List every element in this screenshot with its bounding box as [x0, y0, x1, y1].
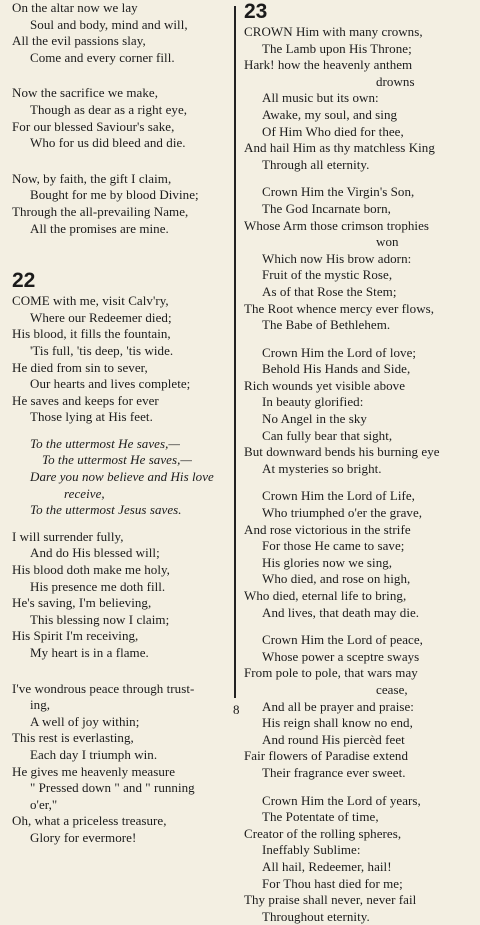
- verse-line: For our blessed Saviour's sake,: [12, 118, 175, 134]
- stanza: [244, 793, 474, 925]
- verse-line: Fair flowers of Paradise extend: [244, 748, 408, 764]
- verse-line: All the promises are mine.: [30, 220, 169, 236]
- stanza: [244, 345, 474, 478]
- verse-line: The God Incarnate born,: [262, 200, 391, 216]
- hymn-21-continuation: [12, 0, 234, 237]
- verse-line: All music but its own:: [262, 90, 379, 106]
- verse-line: His Spirit I'm receiving,: [12, 628, 139, 644]
- verse-line: ing,: [30, 697, 51, 713]
- verse-line: cease,: [376, 681, 408, 697]
- verse-line: He died from sin to sever,: [12, 359, 148, 375]
- verse-line: Ineffably Sublime:: [262, 842, 361, 858]
- page-number: 8: [233, 702, 240, 717]
- right-column: [244, 0, 474, 925]
- verse-line: Our hearts and lives complete;: [30, 376, 191, 392]
- verse-line: 'Tis full, 'tis deep, 'tis wide.: [30, 342, 174, 358]
- verse-line: The Babe of Bethlehem.: [262, 317, 391, 333]
- verse-line: Awake, my soul, and sing: [262, 106, 398, 122]
- verse-line: COME with me, visit Calv'ry,: [12, 293, 169, 309]
- verse-line: Whose Arm those crimson trophies: [244, 217, 430, 233]
- verse-line: Thy praise shall never, never fail: [244, 892, 417, 908]
- hymn-22-chorus: [12, 436, 234, 519]
- verse-line: And hail Him as thy matchless King: [244, 140, 435, 156]
- verse-line: Throughout eternity.: [262, 908, 370, 924]
- verse-line: Crown Him the Lord of peace,: [262, 632, 423, 648]
- verse-line: The Root whence mercy ever flows,: [244, 300, 435, 316]
- verse-line: To the uttermost He saves,—: [30, 435, 181, 451]
- verse-line: At mysteries so bright.: [262, 460, 382, 476]
- verse-line: From pole to pole, that wars may: [244, 665, 418, 681]
- verse-line: I've wondrous peace through trust-: [12, 680, 195, 696]
- stanza: [244, 488, 474, 621]
- verse-line: Each day I triumph win.: [30, 746, 158, 762]
- verse-line: " Pressed down " and " running: [30, 780, 195, 796]
- verse-line: To the uttermost Jesus saves.: [30, 502, 182, 518]
- verse-line: I will surrender fully,: [12, 528, 124, 544]
- left-column: [12, 0, 234, 847]
- hymn-22-verse-1: [12, 293, 234, 426]
- stanza: [12, 681, 234, 847]
- verse-line: CROWN Him with many crowns,: [244, 24, 423, 39]
- verse-line: Crown Him the Lord of love;: [262, 344, 417, 360]
- verse-line: Crown Him the Lord of Life,: [262, 488, 415, 504]
- verse-line: Rich wounds yet visible above: [244, 377, 406, 393]
- verse-line: Crown Him the Lord of years,: [262, 792, 421, 808]
- verse-line: And lives, that death may die.: [262, 604, 420, 620]
- verse-line: His presence me doth fill.: [30, 578, 166, 594]
- verse-line: o'er,": [30, 796, 58, 812]
- verse-line: On the altar now we lay: [12, 0, 138, 15]
- verse-line: He's saving, I'm believing,: [12, 595, 152, 611]
- verse-line: All the evil passions slay,: [12, 33, 146, 49]
- stanza: [244, 184, 474, 333]
- verse-line: My heart is in a flame.: [30, 645, 149, 660]
- verse-line: Creator of the rolling spheres,: [244, 825, 402, 841]
- verse-line: Through the all-prevailing Name,: [12, 203, 189, 219]
- verse-line: His glories now we sing,: [262, 554, 393, 570]
- hymn-23-verses: [244, 24, 474, 925]
- column-divider: [234, 6, 236, 698]
- stanza: [12, 529, 234, 662]
- verse-line: Behold His Hands and Side,: [262, 361, 411, 377]
- stanza: [12, 293, 234, 426]
- verse-line: Though as dear as a right eye,: [30, 101, 188, 117]
- verse-line: Of Him Who died for thee,: [262, 123, 404, 139]
- verse-line: For Thou hast died for me;: [262, 875, 403, 891]
- verse-line: And all be prayer and praise:: [262, 698, 414, 714]
- verse-line: This blessing now I claim;: [30, 611, 170, 627]
- verse-line: Through all eternity.: [262, 156, 370, 172]
- verse-line: Dare you now believe and His love: [30, 469, 214, 485]
- verse-line: Fruit of the mystic Rose,: [262, 267, 393, 283]
- verse-line: Which now His brow adorn:: [262, 250, 412, 266]
- verse-line: To the uttermost He saves,—: [42, 452, 193, 468]
- verse-line: drowns: [376, 73, 415, 89]
- verse-line: Who for us did bleed and die.: [30, 135, 186, 151]
- verse-line: receive,: [64, 485, 105, 501]
- verse-line: And do His blessed will;: [30, 545, 160, 561]
- verse-line: Now, by faith, the gift I claim,: [12, 170, 172, 186]
- stanza: [12, 171, 234, 237]
- verse-line: Hark! how the heavenly anthem: [244, 57, 413, 73]
- verse-line: Those lying at His feet.: [30, 409, 153, 425]
- verse-line: Glory for evermore!: [30, 829, 137, 845]
- stanza: [244, 24, 474, 173]
- verse-line: His blood, it fills the fountain,: [12, 326, 171, 342]
- stanza: [244, 632, 474, 781]
- verse-line: Can fully bear that sight,: [262, 427, 393, 443]
- verse-line: In beauty glorified:: [262, 394, 364, 410]
- verse-line: Where our Redeemer died;: [30, 309, 172, 325]
- verse-line: He gives me heavenly measure: [12, 763, 176, 779]
- verse-line: Whose power a sceptre sways: [262, 648, 420, 664]
- verse-line: The Potentate of time,: [262, 809, 379, 825]
- verse-line: Who died, and rose on high,: [262, 571, 411, 587]
- hymn-number-23: 23: [244, 0, 268, 23]
- stanza: [12, 0, 234, 66]
- verse-line: Oh, what a priceless treasure,: [12, 813, 167, 829]
- verse-line: Soul and body, mind and will,: [30, 16, 188, 32]
- verse-line: And rose victorious in the strife: [244, 521, 411, 537]
- verse-line: Now the sacrifice we make,: [12, 85, 159, 101]
- verse-line: This rest is everlasting,: [12, 730, 134, 746]
- hymn-number-22: 22: [12, 269, 36, 293]
- stanza: [12, 85, 234, 151]
- verse-line: For those He came to save;: [262, 538, 405, 554]
- verse-line: All hail, Redeemer, hail!: [262, 858, 392, 874]
- verse-line: His reign shall know no end,: [262, 715, 413, 731]
- verse-line: But downward bends his burning eye: [244, 444, 440, 460]
- verse-line: As of that Rose the Stem;: [262, 283, 397, 299]
- verse-line: Crown Him the Virgin's Son,: [262, 184, 415, 200]
- verse-line: won: [376, 234, 399, 250]
- verse-line: He saves and keeps for ever: [12, 392, 159, 408]
- verse-line: His blood doth make me holy,: [12, 562, 170, 578]
- hymn-22-more-verses: [12, 529, 234, 847]
- verse-line: And round His piercèd feet: [262, 731, 405, 747]
- verse-line: Bought for me by blood Divine;: [30, 187, 199, 203]
- verse-line: Come and every corner fill.: [30, 49, 175, 65]
- verse-line: Their fragrance ever sweet.: [262, 764, 406, 780]
- verse-line: No Angel in the sky: [262, 411, 367, 427]
- verse-line: Who died, eternal life to bring,: [244, 588, 407, 603]
- verse-line: Who triumphed o'er the grave,: [262, 505, 423, 521]
- verse-line: The Lamb upon His Throne;: [262, 40, 412, 56]
- verse-line: A well of joy within;: [30, 713, 140, 729]
